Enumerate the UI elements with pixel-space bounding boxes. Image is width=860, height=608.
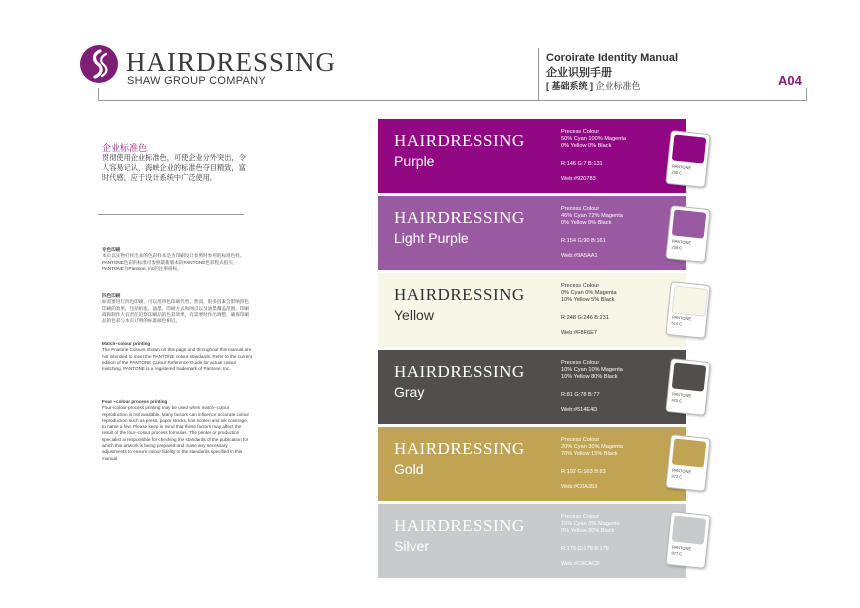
brand-logo-icon	[80, 45, 118, 83]
process-cmyk-2: 0% Yellow 0% Black	[561, 220, 612, 226]
paragraph-spot-cn	[102, 247, 252, 272]
bar-process	[561, 129, 626, 150]
pantone-card	[665, 511, 710, 569]
bar-rgb: R:146 G:7 B:131	[561, 161, 603, 167]
bar-brand: HAIRDRESSING	[394, 516, 525, 535]
brand-subtitle: SHAW GROUP COMPANY	[127, 75, 267, 87]
process-cmyk-1: 20% Cyan 30% Magenta	[561, 444, 623, 450]
bar-process	[561, 283, 617, 304]
pantone-code: 425 C	[671, 397, 683, 404]
pantone-label: PANTONE	[671, 314, 692, 322]
section-name: 企业标准色	[595, 81, 641, 91]
process-cmyk-1: 10% Cyan 10% Magenta	[561, 367, 623, 373]
pantone-card	[665, 130, 710, 188]
bar-brand: HAIRDRESSING	[394, 131, 525, 150]
paragraph-match-en	[102, 341, 252, 372]
color-bar	[378, 119, 686, 193]
bar-color-name: Gold	[394, 461, 424, 477]
bar-web: Web:#9A5AA1	[561, 253, 598, 259]
wave-logo-icon	[80, 45, 118, 83]
pantone-swatch	[672, 209, 707, 238]
pantone-swatch	[672, 362, 707, 391]
bar-process	[561, 206, 623, 227]
color-bar	[378, 350, 686, 424]
color-bar	[378, 427, 686, 501]
pantone-code: 614 C	[671, 320, 683, 327]
bar-rgb: R:248 G:246 B:231	[561, 315, 609, 321]
bar-color-name: Light Purple	[394, 230, 469, 246]
pantone-swatch	[672, 134, 707, 163]
process-cmyk-1: 46% Cyan 72% Magenta	[561, 213, 623, 219]
brand-name: HAIRDRESSING	[126, 47, 337, 77]
pantone-card	[665, 205, 710, 263]
process-cmyk-1: 50% Cyan 100% Magenta	[561, 136, 626, 142]
paragraph-process-cn	[102, 293, 252, 324]
color-bar	[378, 504, 686, 578]
paragraph-text: 本页以实物打样出来的色彩样本是为印刷设计参照时参用的标准色样。PANTONE色彩的标准可参照最新版本的PANTONE色彩程式指引，PANTONE为Pantone, Inc的注册商标。	[102, 253, 245, 271]
process-cmyk-1: 0% Cyan 0% Magenta	[561, 290, 617, 296]
pantone-code: 877 C	[671, 550, 683, 557]
section-title: 企业标准色	[102, 143, 148, 153]
pantone-label: PANTONE	[671, 391, 692, 399]
paragraph-text: The Pnatone Colours shown on this page and throughout this manual are not intended to meet the PANTONE colour standards. Refer to the current edition of the PANTONE Colour Reference Guide for actual colour matching. PANTONE is a registered trademark of Pantone, Inc.	[102, 347, 252, 372]
color-bar	[378, 273, 686, 347]
process-cmyk-2: 10% Yellow 5% Black	[561, 297, 615, 303]
manual-title-cn: 企业识别手册	[546, 67, 612, 79]
process-title: Precess Colour	[561, 360, 600, 366]
bar-brand: HAIRDRESSING	[394, 208, 525, 227]
pantone-label: PANTONE	[671, 238, 692, 246]
process-title: Precess Colour	[561, 129, 600, 135]
process-cmyk-2: 10% Yellow 80% Black	[561, 374, 618, 380]
paragraph-text: 如需要进行四色印刷，可以用四色印刷代替。然而，很多因素会影响四色印刷的效果，包括纸张、油墨、印刷方式和网点以及油墨覆盖范围。印刷商和制作人有责任追察印刷品的色彩效果，有需要时作出调整，确保印刷品的色彩与本页订明的标准颜色相近。	[102, 299, 250, 324]
pantone-swatch	[672, 438, 707, 467]
bar-process	[561, 437, 623, 458]
bar-brand: HAIRDRESSING	[394, 362, 525, 381]
bar-color-name: Yellow	[394, 307, 434, 323]
paragraph-heading: 专色印刷	[102, 247, 121, 252]
paragraph-heading: 四色印刷	[102, 293, 121, 298]
pantone-code: 258 C	[671, 244, 683, 251]
process-title: Precess Colour	[561, 283, 600, 289]
header-divider	[98, 100, 538, 101]
paragraph-heading: Match–colour printing	[102, 341, 151, 346]
process-title: Precess Colour	[561, 437, 600, 443]
paragraph-four-en	[102, 399, 252, 462]
pantone-code: 255 C	[671, 169, 683, 176]
section-prefix: [ 基础系统 ]	[546, 81, 593, 91]
pantone-swatch	[672, 515, 707, 544]
pantone-label: PANTONE	[671, 467, 692, 475]
paragraph-heading: Four –colour process printing	[102, 399, 168, 404]
pantone-label: PANTONE	[671, 544, 692, 552]
header-divider	[538, 48, 539, 101]
bar-brand: HAIRDRESSING	[394, 285, 525, 304]
bar-brand: HAIRDRESSING	[394, 439, 525, 458]
pantone-code: 872 C	[671, 473, 683, 480]
process-title: Precess Colour	[561, 206, 600, 212]
manual-title: Coroirate Identity Manual	[546, 52, 679, 64]
pantone-card	[665, 358, 710, 416]
color-bar	[378, 196, 686, 270]
bar-process	[561, 360, 623, 381]
bar-color-name: Silver	[394, 538, 430, 554]
paragraph-text: Four-/colour process printing may be used when match–colour reproduction is not available. Many factors can influence accurate colour reproduction such as press, paper stocks, line screen and ink coverage, to name a few. Please keep in mind that these factors may affect the result of the four–colour process formulas. The printer or production specialist ai responsible for checking the standards of the publication for which this artwork is being prepared and mase any necessary adjustments to ensure colour fidelity to the standards specified in this manual.	[102, 405, 250, 461]
process-cmyk-2: 0% Yellow 30% Black	[561, 528, 615, 534]
section-divider	[98, 214, 244, 215]
section-label	[546, 79, 641, 92]
process-cmyk-2: 70% Yellow 15% Black	[561, 451, 618, 457]
bar-rgb: R:81 G:78 B:77	[561, 392, 600, 398]
pantone-card	[665, 281, 710, 339]
bar-rgb: R:192 G:163 B:83	[561, 469, 606, 475]
pantone-swatch	[672, 285, 709, 316]
pantone-card	[665, 434, 710, 492]
header-divider	[806, 88, 807, 101]
page-code: A04	[778, 73, 802, 88]
bar-rgb: R:179 G:179 B:179	[561, 546, 609, 552]
process-cmyk-2: 0% Yellow 0% Black	[561, 143, 612, 149]
pantone-label: PANTONE	[671, 163, 692, 171]
process-title: Precess Colour	[561, 514, 600, 520]
bar-web: Web:#514E4D	[561, 407, 598, 413]
bar-web: Web:#C0A353	[561, 484, 598, 490]
bar-rgb: R:154 G:90 B:161	[561, 238, 606, 244]
bar-color-name: Purple	[394, 153, 435, 169]
header-divider	[538, 100, 806, 101]
bar-web: Web:#F8F6E7	[561, 330, 597, 336]
bar-color-name: Gray	[394, 384, 425, 400]
section-description: 贯彻使用企业标准色，可使企业分外突出，令人容易记认，海峡企业的标准色夺目精致，富时代感，应于设计系统中广泛使用。	[102, 153, 246, 182]
process-cmyk-1: 15% Cyan 0% Magenta	[561, 521, 620, 527]
bar-web: Web:#920783	[561, 176, 596, 182]
bar-process	[561, 514, 620, 535]
bar-web: Web:#C9CACB	[561, 561, 600, 567]
